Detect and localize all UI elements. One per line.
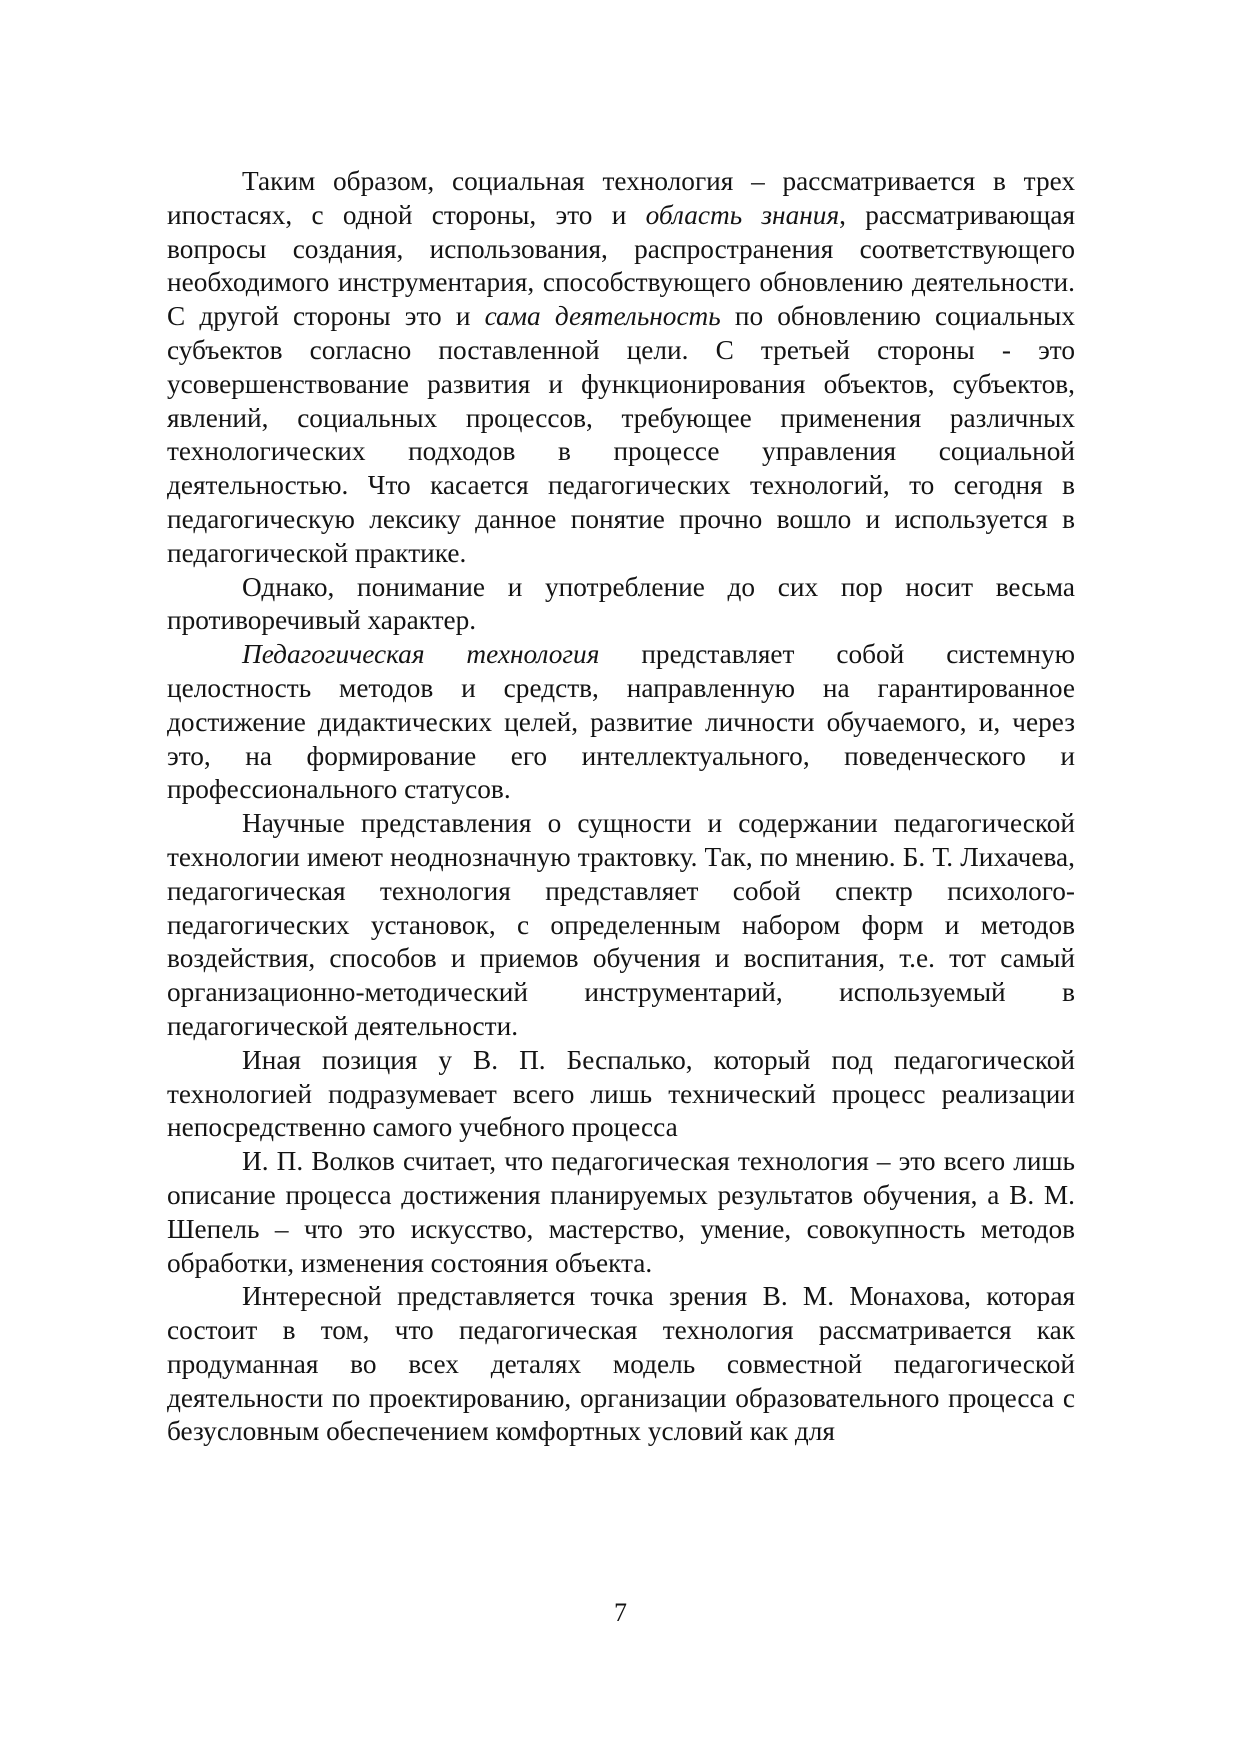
paragraph [167, 1280, 1075, 1449]
text-run: Научные представления о сущности и содержании педагогической технологии имеют неоднозначную трактовку. Так, по мнению. Б. Т. Лихачева, педагогическая технология представляет собой спектр психолого-педагогических установок, с определенным набором форм и методов воздействия, способов и приемов обучения и воспитания, т.е. тот самый организационно-методический инструментарий, используемый в педагогической деятельности. [167, 808, 1075, 1041]
text-run: И. П. Волков считает, что педагогическая технология – это всего лишь описание процесса достижения планируемых результатов обучения, а В. М. Шепель – что это искусство, мастерство, умение, совокупность методов обработки, изменения состояния объекта. [167, 1146, 1075, 1278]
text-run: по обновлению социальных субъектов согласно поставленной цели. С третьей стороны - это усовершенствование развития и функционирования объектов, субъектов, явлений, социальных процессов, требующее применения различных технологических подходов в процессе управления социальной деятельностью. Что касается педагогических технологий, то сегодня в педагогическую лексику данное понятие прочно вошло и используется в педагогической практике. [167, 301, 1076, 568]
page-number: 7 [614, 1598, 627, 1627]
text-run: представляет собой системную целостность методов и средств, направленную на гарантированное достижение дидактических целей, развитие личности обучаемого, и, через это, на формирование его интеллектуального, поведенческого и профессионального статусов. [167, 639, 1075, 805]
paragraph [167, 165, 1075, 571]
text-run: Таким образом, социальная технология – рассматривается в трех ипостасях, с одной стороны, это и [167, 166, 1075, 230]
text-run: Однако, понимание и употребление до сих пор носит весьма противоречивый характер. [167, 571, 1075, 636]
paragraph [167, 638, 1075, 807]
italic-term: область знания [645, 199, 840, 230]
paragraph [167, 1044, 1075, 1145]
text-run: Интересной представляется точка зрения В. М. Монахова, которая состоит в том, что педагогическая технология рассматривается как продуманная во всех деталях модель совместной педагогической деятельности по проектированию, организации образовательного процесса с безусловным обеспечением комфортных условий как для [167, 1281, 1075, 1447]
text-run: , рассматривающая вопросы создания, использования, распространения соответствующего необходимого инструментария, способствующего обновлению деятельности. С другой стороны это и [167, 199, 1075, 332]
paragraph [167, 807, 1075, 1044]
paragraph [167, 1145, 1075, 1280]
text-run: Иная позиция у В. П. Беспалько, который под педагогической технологией подразумевает всего лишь технический процесс реализации непосредственно самого учебного процесса [167, 1044, 1075, 1143]
italic-term: сама деятельность [484, 301, 721, 332]
body-text [167, 165, 1075, 1449]
paragraph [167, 571, 1075, 639]
italic-term: Педагогическая технология [242, 639, 600, 670]
